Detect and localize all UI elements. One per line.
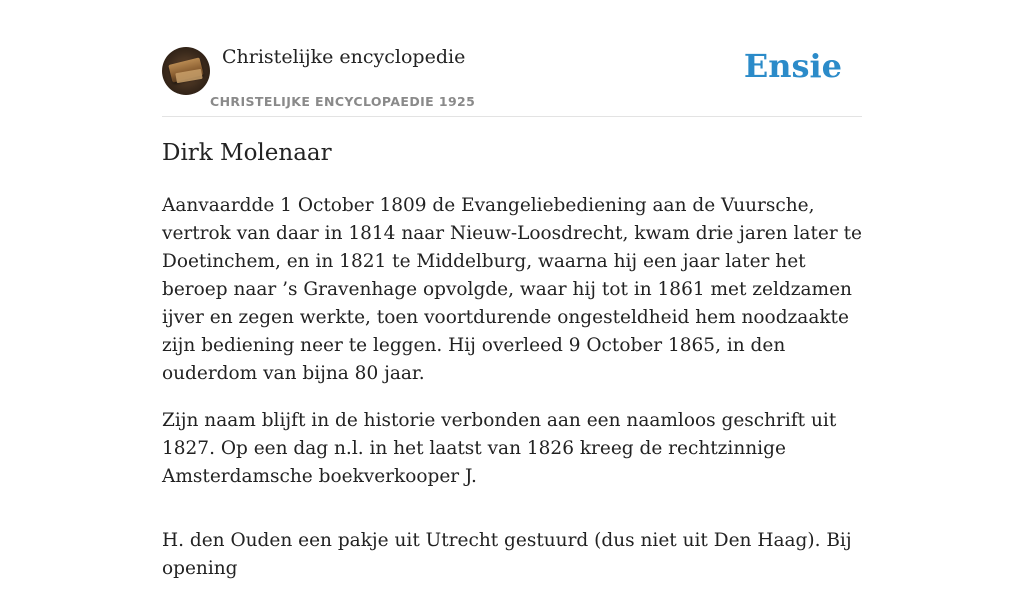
page-container bbox=[162, 0, 862, 579]
article-paragraph: Zijn naam blijft in de historie verbonden aan een naamloos geschrift uit 1827. Op een dag n.l. in het laatst van 1826 kreeg de rechtzinnige Amsterdamsche boekverkooper J. bbox=[162, 410, 837, 487]
article-body bbox=[162, 192, 862, 602]
article-paragraph: H. den Ouden een pakje uit Utrecht gestuurd (dus niet uit Den Haag). Bij opening bbox=[162, 530, 852, 579]
encyclopedia-name-link[interactable]: Christelijke encyclopedie bbox=[222, 46, 466, 68]
books-avatar-icon[interactable] bbox=[162, 47, 210, 95]
site-header bbox=[162, 0, 862, 117]
encyclopedia-subtitle: CHRISTELIJKE ENCYCLOPAEDIE 1925 bbox=[210, 94, 476, 109]
article-title: Dirk Molenaar bbox=[162, 140, 332, 166]
ensie-logo-link[interactable]: Ensie bbox=[743, 47, 842, 85]
article-paragraph: Aanvaardde 1 October 1809 de Evangeliebediening aan de Vuursche, vertrok van daar in 1814 naar Nieuw-Loosdrecht, kwam drie jaren later te Doetinchem, en in 1821 te Middelburg, waarna hij een jaar later het beroep naar ’s Gravenhage opvolgde, waar hij tot in 1861 met zeldzamen ijver en zegen werkte, toen voortdurende ongesteldheid hem noodzaakte zijn bediening neer te leggen. Hij overleed 9 October 1865, in den ouderdom van bijna 80 jaar. bbox=[162, 195, 862, 384]
